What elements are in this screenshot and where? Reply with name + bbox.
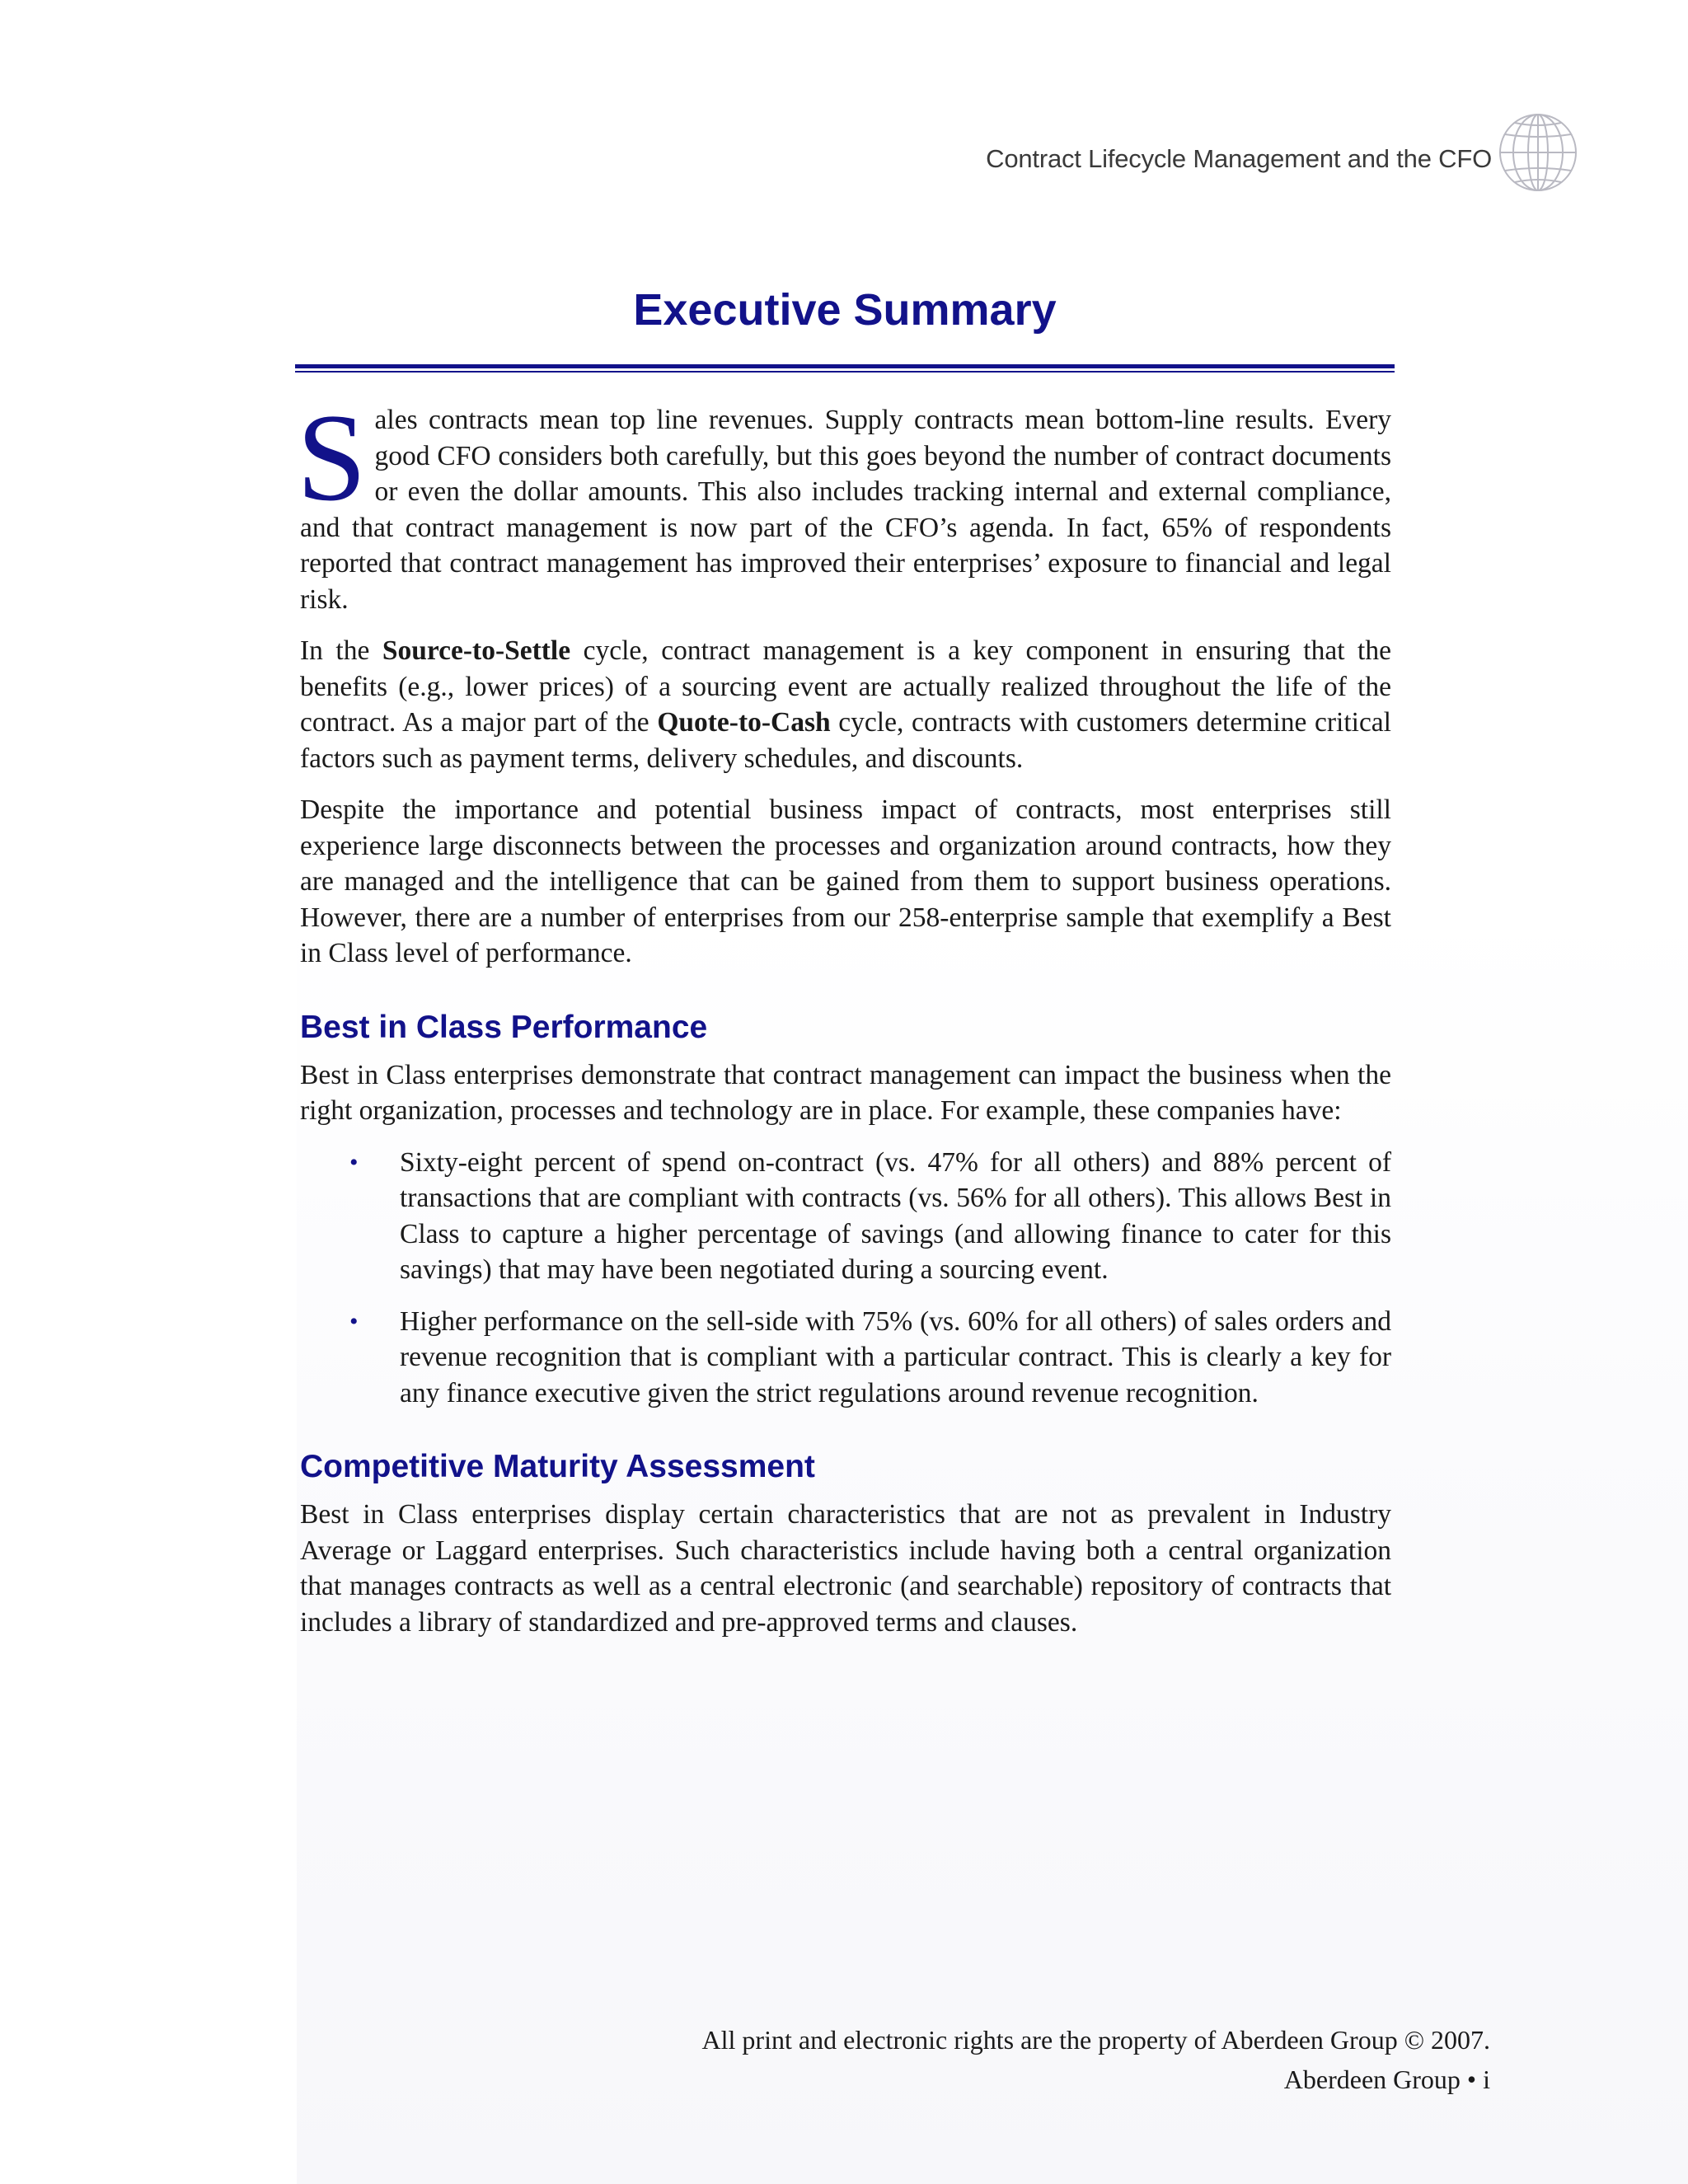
list-item bbox=[300, 1145, 1391, 1288]
globe-icon bbox=[1497, 111, 1579, 194]
best-in-class-heading: Best in Class Performance bbox=[300, 1009, 708, 1045]
source-to-settle-term: Source-to-Settle bbox=[382, 635, 571, 666]
running-title: Contract Lifecycle Management and the CFO bbox=[986, 144, 1492, 173]
list-item bbox=[300, 1304, 1391, 1412]
main-content bbox=[297, 388, 1391, 1656]
page-title: Executive Summary bbox=[633, 285, 1057, 335]
intro-paragraph-text: ales contracts mean top line revenues. Supply contracts mean bottom-line results. Every good CFO considers both carefully, but this goes beyond the number of contract documents or even the dollar amounts. This also includes tracking internal and external compliance, and that contract management is now part of the CFO’s agenda. In fact, 65% of respondents reported that contract management has improved their enterprises’ exposure to financial and legal risk. bbox=[300, 405, 1391, 615]
disconnect-paragraph: Despite the importance and potential business impact of contracts, most enterprises still experience large disconnects between the processes and organization around contracts, how they are managed and the intelligence that can be gained from them to support business operations. However, there are a number of enterprises from our 258-enterprise sample that exemplify a Best in Class level of performance. bbox=[300, 794, 1391, 968]
cycle-text-1: In the bbox=[300, 635, 382, 666]
bullet-icon: • bbox=[349, 1148, 359, 1176]
maturity-paragraph: Best in Class enterprises display certain characteristics that are not as prevalent in Industry Average or Laggard enterprises. Such characteristics include having both a central organization that manages contracts as well as a central electronic (and searchable) repository of contracts that includes a library of standardized and pre-approved terms and clauses. bbox=[300, 1499, 1391, 1638]
cycle-text-2: cycle, contract management is a key component in ensuring that the benefits (e.g., lower prices) of a sourcing event are actually realized throughout the life of the contract. As a major part of the bbox=[300, 635, 1391, 738]
cycle-text-3: cycle, contracts with customers determine critical factors such as payment terms, delivery schedules, and discounts. bbox=[300, 707, 1391, 774]
list-item-text: Sixty-eight percent of spend on-contract (vs. 47% for all others) and 88% percent of transactions that are compliant with contracts (vs. 56% for all others). This allows Best in Class to capture a higher percentage of savings (and allowing finance to cater for this savings) that may have been negotiated during a sourcing event. bbox=[400, 1146, 1391, 1285]
list-item-text: Higher performance on the sell-side with 75% (vs. 60% for all others) of sales orders and revenue recognition that is compliant with a particular contract. This is clearly a key for any finance executive given the strict regulations around revenue recognition. bbox=[400, 1305, 1391, 1408]
footer-rights: All print and electronic rights are the property of Aberdeen Group © 2007. bbox=[701, 2025, 1490, 2055]
best-in-class-intro: Best in Class enterprises demonstrate that contract management can impact the business when the right organization, processes and technology are in place. For example, these companies have: bbox=[300, 1059, 1391, 1126]
best-in-class-list bbox=[300, 1145, 1391, 1412]
maturity-heading: Competitive Maturity Assessment bbox=[300, 1449, 815, 1484]
bullet-icon: • bbox=[349, 1307, 359, 1335]
footer-page-label: Aberdeen Group • i bbox=[1283, 2064, 1490, 2094]
cycle-paragraph bbox=[300, 633, 1391, 776]
running-header bbox=[0, 111, 1688, 202]
intro-paragraph bbox=[297, 388, 1391, 617]
quote-to-cash-term: Quote-to-Cash bbox=[657, 707, 831, 738]
drop-cap: S bbox=[297, 388, 367, 527]
title-divider bbox=[295, 364, 1395, 374]
